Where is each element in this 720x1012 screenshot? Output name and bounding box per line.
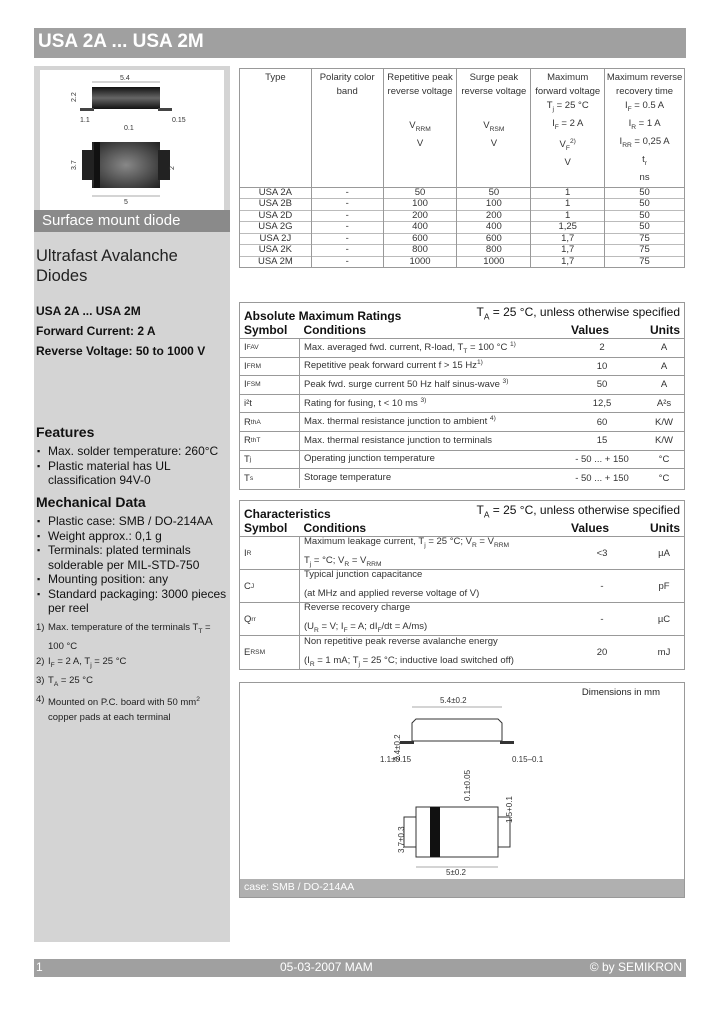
cell-symbol: I R: [240, 537, 300, 569]
footnote: 1) Max. temperature of the terminals $T_T = 100$ °C: [36, 622, 211, 652]
col-type: Type: [240, 69, 312, 188]
table-row: [240, 358, 684, 377]
cell-type: USA 2D: [240, 210, 312, 222]
cell-symbol: I FRM: [240, 358, 300, 376]
list-item: ▪ Weight approx.: 0,1 g: [36, 529, 228, 544]
cell-trr: 75: [605, 256, 685, 268]
cell-condition: Max. averaged fwd. current, R-load, $T_T = 100$ °C $^{1)}$: [304, 340, 516, 355]
abs-max-condition: $T_A = 25$ °C, unless otherwise specified: [476, 305, 680, 322]
list-item: ▪ Mounting position: any: [36, 572, 228, 587]
dimensions-label: Dimensions in mm: [581, 687, 660, 698]
list-item: ▪ Max. solder temperature: 260°C: [36, 444, 226, 459]
cell-condition: Operating junction temperature: [304, 453, 435, 465]
cell-symbol: R thT: [240, 432, 300, 450]
list-item: ▪ Standard packaging: 3000 pieces per reel: [36, 587, 228, 616]
features-list: [36, 444, 226, 488]
list-item: ▪ Terminals: plated terminals solderable per MIL-STD-750: [36, 543, 228, 572]
cell-symbol: Q rr: [240, 603, 300, 635]
footnote: 3) $T_A = 25$ °C: [36, 674, 93, 688]
cell-symbol: i²t: [240, 395, 300, 413]
cell-vrsm: 50: [457, 187, 531, 199]
cell-vrrm: 800: [383, 245, 457, 257]
features-title: Features: [36, 424, 95, 440]
table-row: [240, 469, 684, 488]
footnote: 4) Mounted on P.C. board with 50 $mm^2$ copper pads at each terminal: [36, 693, 200, 723]
cell-vf: 1,25: [531, 222, 605, 234]
table-row: [240, 451, 684, 470]
sidebar: [34, 66, 230, 942]
mech-title: Mechanical Data: [36, 494, 146, 510]
cell-value: - 50 ... + 150: [575, 472, 629, 484]
dim-length: 5.4±0.2: [440, 696, 467, 705]
type-table: [239, 68, 685, 268]
dim-5-4: 5.4: [120, 75, 130, 82]
title-bar: [34, 28, 686, 58]
cell-vrrm: 50: [383, 187, 457, 199]
cell-vrsm: 1000: [457, 256, 531, 268]
col-vrsm: Surge peak reverse voltage $V_{RSM}$ V: [457, 69, 531, 188]
cell-vf: 1: [531, 210, 605, 222]
cell-unit: µA: [658, 547, 670, 559]
cell-condition: Peak fwd. surge current 50 Hz half sinus-wave $^{3)}$: [304, 377, 509, 391]
cell-type: USA 2B: [240, 199, 312, 211]
cell-pol: -: [311, 187, 383, 199]
page-number: 1: [36, 960, 43, 974]
characteristics-table: [239, 500, 685, 670]
cell-vrsm: 100: [457, 199, 531, 211]
heading-line-1: Ultrafast Avalanche: [36, 247, 178, 265]
table-row: [240, 636, 684, 669]
cell-symbol: I FSM: [240, 376, 300, 394]
cell-condition: Max. thermal resistance junction to terminals: [304, 434, 492, 446]
cell-symbol: I FAV: [240, 339, 300, 357]
cell-value: -: [600, 613, 604, 625]
drawing-caption: [240, 879, 684, 897]
table-row: [240, 233, 685, 245]
cell-unit: µC: [657, 613, 671, 625]
table-row: [240, 376, 684, 395]
cell-pol: -: [311, 233, 383, 245]
dimension-drawing: [239, 682, 685, 898]
cell-vrrm: 400: [383, 222, 457, 234]
package-drawing: [40, 70, 224, 210]
cell-vf: 1: [531, 187, 605, 199]
col-vf: Maximum forward voltage $T_j = 25$ °C $I_F = 2$ A $V_F^{2)}$ V: [531, 69, 605, 188]
cell-symbol: R thA: [240, 413, 300, 431]
cell-symbol: C J: [240, 570, 300, 602]
table-row: [240, 256, 685, 268]
cell-condition: Repetitive peak forward current f > 15 Hz$^{1)}$: [304, 359, 483, 372]
cell-unit: °C: [658, 472, 670, 484]
footer-copyright: © by SEMIKRON: [589, 960, 682, 974]
cell-value: 12,5: [592, 398, 612, 410]
svg-text:2: 2: [169, 166, 176, 170]
cell-vf: 1,7: [531, 245, 605, 257]
dim-height: 2.4±0.2: [393, 734, 402, 761]
cell-unit: A²s: [656, 398, 672, 410]
footer-date: 05-03-2007 MAM: [280, 960, 373, 974]
cell-trr: 75: [605, 245, 685, 257]
table-row: [240, 339, 684, 358]
cell-condition: Max. thermal resistance junction to ambient $^{4)}$: [304, 415, 496, 428]
cell-pol: -: [311, 256, 383, 268]
cell-pol: -: [311, 222, 383, 234]
dim-terminal: 1.5+0.1: [505, 796, 514, 823]
col-polarity: Polarity color band: [311, 69, 383, 188]
table-row: [240, 432, 684, 451]
package-caption: [34, 210, 230, 232]
cell-pol: -: [311, 199, 383, 211]
drawing-caption-text: case: SMB / DO-214AA: [244, 881, 355, 893]
cell-vrsm: 600: [457, 233, 531, 245]
cell-type: USA 2J: [240, 233, 312, 245]
col-vrrm: Repetitive peak reverse voltage $V_{RRM}$ V: [383, 69, 457, 188]
cell-condition: Typical junction capacitance (at MHz and applied reverse voltage of V): [304, 569, 480, 599]
cell-vf: 1,7: [531, 256, 605, 268]
footnotes: [36, 620, 226, 725]
table-row: [240, 537, 684, 570]
cell-value: -: [600, 580, 604, 592]
table-row: [240, 395, 684, 414]
product-heading: [36, 246, 178, 286]
cell-vf: 1: [531, 199, 605, 211]
cell-condition: Maximum leakage current, $T_j = 25$ °C; $V_R = V_{RRM}$ $T_j = ^\circ C$; $V_R = V_{RRM}$: [304, 536, 510, 568]
abs-max-column-header: Symbol Conditions Values Units: [240, 323, 684, 339]
cell-value: 20: [596, 647, 608, 658]
cell-vrrm: 200: [383, 210, 457, 222]
characteristics-column-header: Symbol Conditions Values Units: [240, 521, 684, 537]
cell-type: USA 2K: [240, 245, 312, 257]
package-caption-text: Surface mount diode: [42, 212, 181, 229]
cell-unit: A: [660, 360, 668, 372]
characteristics-header: [240, 501, 684, 521]
cell-value: 60: [596, 416, 608, 428]
cell-value: 50: [596, 379, 608, 391]
list-item: ▪ Plastic case: SMB / DO-214AA: [36, 514, 228, 529]
abs-max-table: [239, 302, 685, 490]
table-row: [240, 603, 684, 636]
svg-text:0.15: 0.15: [172, 117, 186, 124]
cell-unit: A: [660, 342, 668, 354]
table-row: [240, 222, 685, 234]
svg-text:0.1: 0.1: [124, 125, 134, 132]
cell-value: 10: [596, 360, 608, 372]
cell-unit: K/W: [655, 435, 673, 447]
cell-pol: -: [311, 245, 383, 257]
dim-lead: 1.1±0.15: [380, 755, 412, 764]
forward-current: Forward Current: 2 A: [36, 324, 156, 338]
cell-trr: 50: [605, 210, 685, 222]
footer: [34, 959, 686, 977]
table-row: [240, 570, 684, 603]
cell-value: 2: [599, 342, 605, 354]
characteristics-title: Characteristics: [244, 507, 331, 521]
cell-trr: 50: [605, 199, 685, 211]
dim-side: 3.7±0.3: [397, 826, 406, 853]
key-specs: [36, 301, 205, 361]
list-item: ▪ Plastic material has UL classification 94V-0: [36, 459, 226, 488]
part-range: USA 2A ... USA 2M: [36, 304, 141, 318]
cell-symbol: T j: [240, 451, 300, 469]
characteristics-condition: $T_A = 25$ °C, unless otherwise specified: [476, 503, 680, 520]
svg-text:2.2: 2.2: [71, 92, 78, 102]
cell-vrsm: 200: [457, 210, 531, 222]
cell-condition: Storage temperature: [304, 472, 392, 484]
table-row: [240, 210, 685, 222]
cell-vrrm: 100: [383, 199, 457, 211]
cell-unit: pF: [658, 580, 670, 592]
cell-trr: 50: [605, 187, 685, 199]
cell-symbol: E RSM: [240, 636, 300, 669]
dim-thickness: 0.15–0.1: [512, 755, 544, 764]
page-title: USA 2A ... USA 2M: [38, 31, 204, 52]
cell-condition: Reverse recovery charge ($U_R = V$; $I_F = A$; $dI_F/dt = A/ms$): [304, 602, 428, 634]
svg-text:3.7: 3.7: [71, 160, 78, 170]
cell-unit: K/W: [655, 416, 673, 428]
cell-type: USA 2A: [240, 187, 312, 199]
cell-vrrm: 1000: [383, 256, 457, 268]
table-row: [240, 199, 685, 211]
cell-type: USA 2M: [240, 256, 312, 268]
cell-symbol: T s: [240, 469, 300, 488]
cell-value: 15: [596, 435, 608, 447]
dim-width: 5±0.2: [446, 868, 466, 877]
cell-vrsm: 800: [457, 245, 531, 257]
reverse-voltage: Reverse Voltage: 50 to 1000 V: [36, 344, 206, 358]
cell-type: USA 2G: [240, 222, 312, 234]
cell-pol: -: [311, 210, 383, 222]
mech-list: [36, 514, 228, 616]
cell-unit: mJ: [657, 647, 671, 658]
cell-vrrm: 600: [383, 233, 457, 245]
cell-trr: 50: [605, 222, 685, 234]
heading-line-2: Diodes: [36, 267, 88, 285]
footnote: 2) $I_F = 2$ A, $T_j = 25$ °C: [36, 655, 127, 669]
abs-max-title: Absolute Maximum Ratings: [244, 309, 402, 323]
dim-standoff: 0.1±0.05: [463, 769, 472, 801]
svg-text:1.1: 1.1: [80, 117, 90, 124]
cell-unit: A: [660, 379, 668, 391]
cell-vrsm: 400: [457, 222, 531, 234]
svg-text:5: 5: [124, 199, 128, 206]
cell-condition: Non repetitive peak reverse avalanche energy ($I_R = 1$ mA; $T_j = 25$ °C; inductive load switched off): [304, 635, 514, 668]
cell-value: - 50 ... + 150: [575, 453, 629, 465]
table-row: [240, 245, 685, 257]
table-row: [240, 187, 685, 199]
table-row: [240, 413, 684, 432]
cell-value: <3: [596, 547, 608, 559]
cell-unit: °C: [658, 453, 670, 465]
cell-trr: 75: [605, 233, 685, 245]
abs-max-header: [240, 303, 684, 323]
cell-condition: Rating for fusing, t < 10 ms $^{3)}$: [304, 396, 427, 409]
col-trr: Maximum reverse recovery time $I_F = 0.5$ A $I_R = 1$ A $I_{RR} = 0,25$ A $t_r$ ns: [605, 69, 685, 188]
cell-vf: 1,7: [531, 233, 605, 245]
